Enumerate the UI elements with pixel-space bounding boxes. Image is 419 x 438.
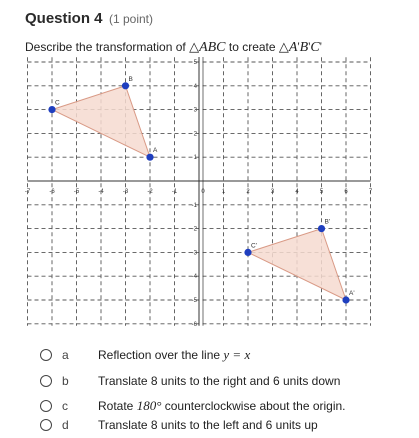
x-tick-label: 3 (270, 189, 275, 195)
radio-button-b[interactable] (40, 375, 52, 387)
vertex-point (146, 154, 153, 161)
source-triangle-math (189, 40, 225, 55)
option-a[interactable] (40, 345, 251, 365)
option-text-before: Translate 8 units to the right and 6 units down (98, 374, 341, 388)
x-tick-label: 4 (295, 189, 299, 195)
question-prompt (25, 39, 322, 56)
target-prime-a: ' (297, 39, 300, 53)
question-title: Question 4 (25, 10, 103, 27)
target-triangle-math (279, 40, 322, 55)
question-header (25, 10, 153, 28)
y-tick-label: -3 (191, 250, 197, 257)
vertex-label: C (55, 99, 60, 107)
option-letter: d (62, 418, 69, 432)
x-tick-label: -3 (122, 189, 129, 195)
vertex-label: B' (324, 218, 331, 226)
prompt-middle: to create (225, 40, 279, 54)
option-math: 180° (136, 398, 162, 413)
vertex-point (318, 225, 325, 232)
x-tick-label: 5 (319, 189, 324, 195)
option-math: y = x (223, 347, 251, 362)
vertex-point (122, 82, 129, 89)
radio-button-d[interactable] (40, 419, 52, 431)
option-b[interactable] (40, 371, 341, 391)
y-tick-label: -4 (191, 274, 197, 281)
x-tick-label: 6 (344, 189, 348, 195)
option-letter: b (62, 374, 69, 388)
option-text-before: Translate 8 units to the left and 6 units up (98, 418, 318, 432)
target-prime-c: ' (319, 39, 322, 53)
option-text-after: counterclockwise about the origin. (161, 399, 346, 413)
x-tick-label: -1 (171, 189, 178, 195)
vertex-label: A (153, 147, 158, 155)
option-text-before: Reflection over the line (98, 348, 224, 362)
vertex-label: B (128, 75, 133, 83)
option-c[interactable] (40, 396, 346, 416)
y-tick-label: 4 (193, 83, 197, 90)
vertex-label: A' (349, 290, 355, 297)
option-text (98, 417, 318, 433)
y-tick-label: 2 (193, 131, 197, 138)
x-tick-label: 7 (368, 189, 373, 195)
vertex-label: C' (251, 242, 257, 250)
target-prime-b: ' (308, 39, 311, 53)
target-vertex-a: A (288, 40, 298, 55)
x-tick-label: -7 (24, 189, 31, 195)
prompt-prefix: Describe the transformation of (25, 40, 190, 54)
question-points: (1 point) (108, 12, 153, 26)
y-tick-label: 1 (193, 155, 197, 162)
vertex-point (244, 249, 251, 256)
source-triangle-name: ABC (199, 40, 226, 55)
x-tick-label: 1 (221, 189, 226, 195)
y-tick-label: -5 (191, 298, 197, 304)
triangle-symbol: △ (189, 39, 200, 54)
radio-button-c[interactable] (40, 400, 52, 412)
x-tick-label: -4 (98, 189, 104, 195)
x-tick-label: -5 (73, 189, 80, 195)
coordinate-graph (24, 57, 374, 333)
target-vertex-c: C (310, 40, 320, 55)
option-text-before: Rotate (98, 399, 137, 413)
y-tick-label: 3 (193, 107, 197, 114)
y-tick-label: -2 (191, 226, 197, 233)
option-d[interactable] (40, 415, 318, 435)
x-tick-label: 2 (246, 189, 250, 195)
option-letter: c (62, 399, 68, 413)
y-tick-label: -6 (191, 321, 197, 328)
option-text (98, 398, 346, 414)
triangle-abc (52, 86, 150, 157)
radio-button-a[interactable] (40, 349, 52, 361)
vertex-point (48, 106, 55, 113)
option-text (98, 347, 250, 363)
y-tick-label: -1 (191, 202, 197, 209)
x-tick-label: -2 (147, 189, 153, 195)
y-tick-label: 5 (193, 60, 197, 66)
triangle-symbol-target: △ (278, 39, 289, 54)
x-tick-label: -6 (49, 189, 55, 195)
vertex-point (342, 296, 349, 303)
option-text (98, 373, 340, 389)
target-vertex-b: B (299, 40, 309, 55)
option-letter: a (62, 348, 69, 362)
x-tick-label: 0 (201, 189, 205, 195)
